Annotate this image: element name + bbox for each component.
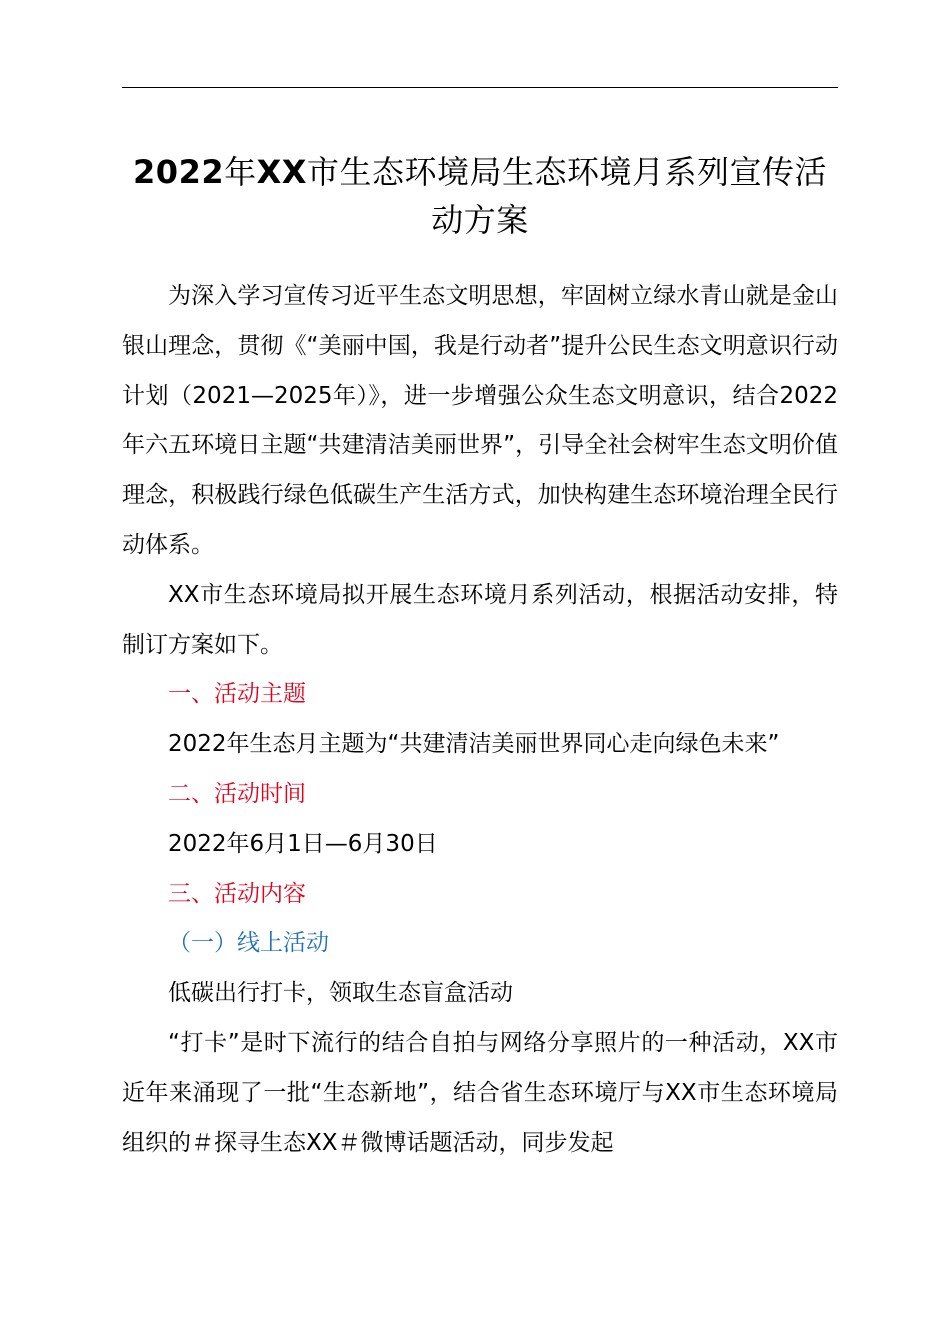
- title-part-b: 市生态环境局生态环境月系列宣传活动方案: [306, 153, 827, 239]
- plan-paragraph: XX市生态环境局拟开展生态环境月系列活动，根据活动安排，特制订方案如下。: [122, 581, 838, 658]
- title-part-a: 年: [224, 153, 257, 191]
- checkin-paragraph: “打卡”是时下流行的结合自拍与网络分享照片的一种活动，XX市近年来涌现了一批“生态新地”，结合省生态环境厅与XX市生态环境局组织的＃探寻生态XX＃微博话题活动，同步发起: [122, 1029, 838, 1156]
- document-title: [122, 148, 838, 244]
- title-year: 2022: [133, 153, 225, 191]
- section-heading-time: 二、活动时间: [168, 780, 306, 807]
- section-heading-content: 三、活动内容: [168, 880, 306, 907]
- time-paragraph: 2022年6月1日—6月30日: [168, 830, 438, 857]
- header-rule: [122, 87, 838, 88]
- title-xx: XX: [256, 153, 307, 191]
- online-item-paragraph: 低碳出行打卡，领取生态盲盒活动: [168, 980, 513, 1007]
- document-body: [122, 272, 838, 1168]
- intro-paragraph: 为深入学习宣传习近平生态文明思想，牢固树立绿水青山就是金山银山理念，贯彻《“美丽中国，我是行动者”提升公民生态文明意识行动计划（2021—2025年）》，进一步增强公众生态文明意识，结合2022年六五环境日主题“共建清洁美丽世界”，引导全社会树牢生态文明价值理念，积极践行绿色低碳生产生活方式，加快构建生态环境治理全民行动体系。: [122, 283, 838, 558]
- sub-heading-online: （一）线上活动: [168, 930, 329, 957]
- document-page: [122, 148, 838, 1168]
- theme-paragraph: 2022年生态月主题为“共建清洁美丽世界同心走向绿色未来”: [168, 731, 780, 758]
- section-heading-theme: 一、活动主题: [168, 681, 306, 708]
